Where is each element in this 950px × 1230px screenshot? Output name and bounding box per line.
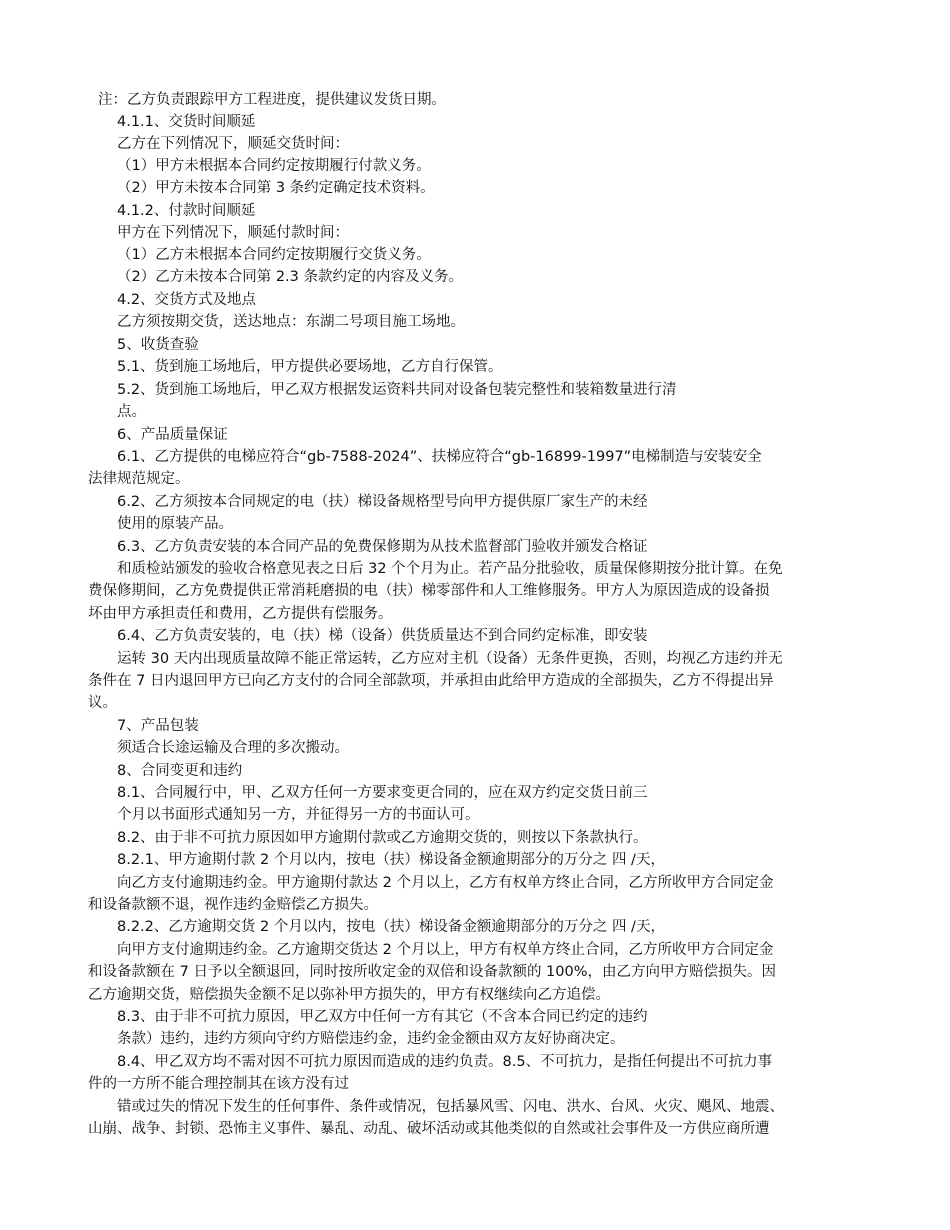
paragraph-line: 山崩、战争、封锁、恐怖主义事件、暴乱、动乱、破坏活动或其他类似的自然或社会事件及一方供应商所遭 bbox=[88, 1121, 770, 1137]
paragraph-line: 甲方在下列情况下，顺延付款时间： bbox=[117, 225, 349, 241]
paragraph-line: 6.3、乙方负责安装的本合同产品的免费保修期为从技术监督部门验收并颁发合格证 bbox=[117, 539, 648, 555]
paragraph-line: 乙方在下列情况下，顺延交货时间： bbox=[117, 136, 349, 152]
section-heading: 4.1.1、交货时间顺延 bbox=[117, 114, 256, 130]
paragraph-line: 须适合长途运输及合理的多次搬动。 bbox=[117, 740, 349, 756]
paragraph-line: 8.4、甲乙双方均不需对因不可抗力原因而造成的违约负责。8.5、不可抗力，是指任何提出不可抗力事 bbox=[117, 1054, 773, 1070]
paragraph-line: 法律规范规定。 bbox=[88, 471, 190, 487]
paragraph-line: 点。 bbox=[117, 404, 146, 420]
section-heading: 4.2、交货方式及地点 bbox=[117, 292, 257, 308]
paragraph-line: 和设备款额不退，视作违约金赔偿乙方损失。 bbox=[88, 897, 378, 913]
note-line: 注：乙方负责跟踪甲方工程进度，提供建议发货日期。 bbox=[98, 92, 446, 108]
paragraph-line: 8.1、合同履行中，甲、乙双方任何一方要求变更合同的，应在双方约定交货日前三 bbox=[117, 785, 648, 801]
paragraph-line: 错或过失的情况下发生的任何事件、条件或情况，包括暴风雪、闪电、洪水、台风、火灾、飓风、地震、 bbox=[117, 1099, 784, 1115]
paragraph-line: 6.2、乙方须按本合同规定的电（扶）梯设备规格型号向甲方提供原厂家生产的未经 bbox=[117, 494, 648, 510]
paragraph-line: 8.2、由于非不可抗力原因如甲方逾期付款或乙方逾期交货的，则按以下条款执行。 bbox=[117, 830, 648, 846]
paragraph-line: 条件在 7 日内退回甲方已向乙方支付的合同全部款项，并承担由此给甲方造成的全部损失，乙方不得提出异 bbox=[88, 673, 774, 689]
section-heading: 4.1.2、付款时间顺延 bbox=[117, 203, 256, 219]
paragraph-line: 议。 bbox=[88, 695, 117, 711]
paragraph-line: 乙方须按期交货，送达地点：东湖二号项目施工场地。 bbox=[117, 314, 465, 330]
paragraph-line: 向乙方支付逾期违约金。甲方逾期付款达 2 个月以上，乙方有权单方终止合同，乙方所收甲方合同定金 bbox=[117, 875, 774, 891]
paragraph-line: 和设备款额在 7 日予以全额退回，同时按所收定金的双倍和设备款额的 100%，由乙方向甲方赔偿损失。因 bbox=[88, 964, 777, 980]
paragraph-line: 个月以书面形式通知另一方，并征得另一方的书面认可。 bbox=[117, 807, 480, 823]
paragraph-line: 和质检站颁发的验收合格意见表之日后 32 个个月为止。若产品分批验收，质量保修期按分批计算。在免 bbox=[117, 561, 783, 577]
list-item: （2）乙方未按本合同第 2.3 条款约定的内容及义务。 bbox=[117, 269, 464, 285]
paragraph-line: 运转 30 天内出现质量故障不能正常运转，乙方应对主机（设备）无条件更换，否则，均视乙方违约并无 bbox=[117, 651, 783, 667]
paragraph-line: 8.2.1、甲方逾期付款 2 个月以内，按电（扶）梯设备金额逾期部分的万分之 四 /天， bbox=[117, 852, 665, 868]
list-item: （1）甲方未根据本合同约定按期履行付款义务。 bbox=[117, 158, 431, 174]
paragraph-line: 6.1、乙方提供的电梯应符合“gb-7588-2024”、扶梯应符合“gb-16899-1997”电梯制造与安装安全 bbox=[117, 449, 762, 465]
list-item: （2）甲方未按本合同第 3 条约定确定技术资料。 bbox=[117, 180, 435, 196]
section-heading: 8、合同变更和违约 bbox=[117, 763, 243, 779]
section-heading: 6、产品质量保证 bbox=[117, 427, 228, 443]
section-heading: 5、收货查验 bbox=[117, 337, 199, 353]
paragraph-line: 向甲方支付逾期违约金。乙方逾期交货达 2 个月以上，甲方有权单方终止合同，乙方所收甲方合同定金 bbox=[117, 942, 774, 958]
paragraph-line: 条款）违约，违约方须向守约方赔偿违约金，违约金金额由双方友好协商决定。 bbox=[117, 1031, 625, 1047]
paragraph-line: 8.2.2、乙方逾期交货 2 个月以内，按电（扶）梯设备金额逾期部分的万分之 四 /天， bbox=[117, 919, 665, 935]
section-heading: 7、产品包装 bbox=[117, 718, 199, 734]
paragraph-line: 5.1、货到施工场地后，甲方提供必要场地，乙方自行保管。 bbox=[117, 359, 503, 375]
paragraph-line: 乙方逾期交货，赔偿损失金额不足以弥补甲方损失的，甲方有权继续向乙方追偿。 bbox=[88, 987, 610, 1003]
paragraph-line: 5.2、货到施工场地后，甲乙双方根据发运资料共同对设备包装完整性和装箱数量进行清 bbox=[117, 382, 677, 398]
paragraph-line: 使用的原装产品。 bbox=[117, 516, 233, 532]
paragraph-line: 坏由甲方承担责任和费用，乙方提供有偿服务。 bbox=[88, 606, 393, 622]
paragraph-line: 8.3、由于非不可抗力原因，甲乙双方中任何一方有其它（不含本合同已约定的违约 bbox=[117, 1009, 648, 1025]
paragraph-line: 6.4、乙方负责安装的，电（扶）梯（设备）供货质量达不到合同约定标准，即安装 bbox=[117, 628, 648, 644]
list-item: （1）乙方未根据本合同约定按期履行交货义务。 bbox=[117, 247, 431, 263]
paragraph-line: 件的一方所不能合理控制其在该方没有过 bbox=[88, 1076, 349, 1092]
paragraph-line: 费保修期间，乙方免费提供正常消耗磨损的电（扶）梯零部件和人工维修服务。甲方人为原因造成的设备损 bbox=[88, 583, 770, 599]
